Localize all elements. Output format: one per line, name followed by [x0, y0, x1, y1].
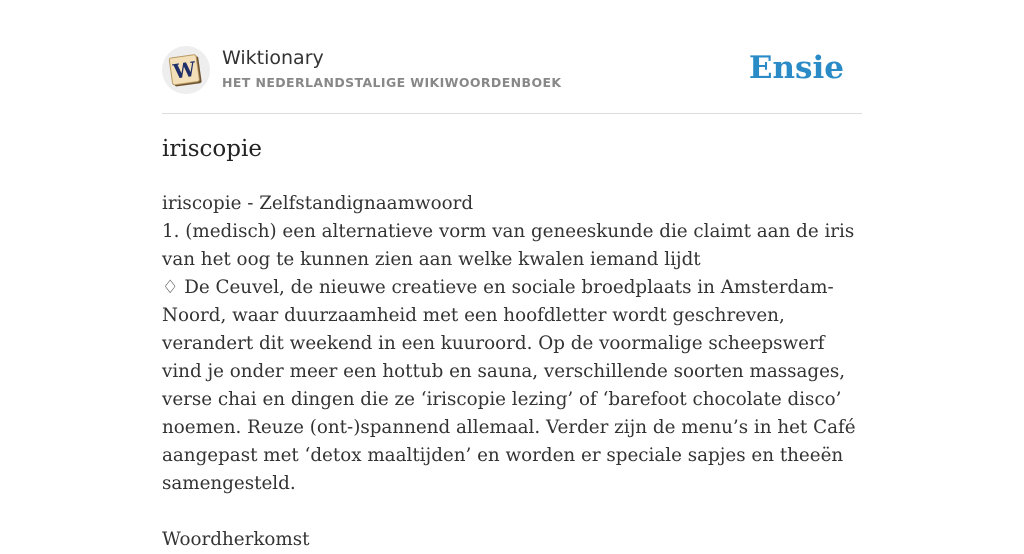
site-header — [162, 44, 862, 114]
brand-tagline: HET NEDERLANDSTALIGE WIKIWOORDENBOEK — [222, 75, 562, 90]
ensie-logo-link[interactable]: Ensie — [748, 50, 844, 86]
section-spacer — [162, 498, 862, 526]
section-heading-etymology: Woordherkomst — [162, 529, 310, 550]
page-title: iriscopie — [162, 136, 262, 162]
logo-letter: W — [171, 56, 198, 84]
wiktionary-tile-icon — [162, 46, 210, 94]
entry-content — [162, 190, 862, 554]
brand-name: Wiktionary — [222, 47, 324, 69]
entry-heading: iriscopie - Zelfstandignaamwoord — [162, 193, 474, 214]
wiktionary-logo[interactable] — [162, 46, 210, 94]
entry-example: ♢ De Ceuvel, de nieuwe creatieve en sociale broedplaats in Amsterdam-Noord, waar duurzaamheid met een hoofdletter wordt geschreven, verandert dit weekend in een kuuroord. Op de voormalige scheepswerf vind je onder meer een hottub en sauna, verschillende soorten massages, verse chai en dingen die ze ‘iriscopie lezing’ of ‘barefoot chocolate disco’ noemen. Reuze (ont-)spannend allemaal. Verder zijn de menu’s in het Café aangepast met ‘detox maaltijden’ en worden er speciale sapjes en theeën samengesteld. — [162, 277, 856, 494]
entry-definition: 1. (medisch) een alternatieve vorm van geneeskunde die claimt aan de iris van het oog te kunnen zien aan welke kwalen iemand lijdt — [162, 221, 855, 270]
